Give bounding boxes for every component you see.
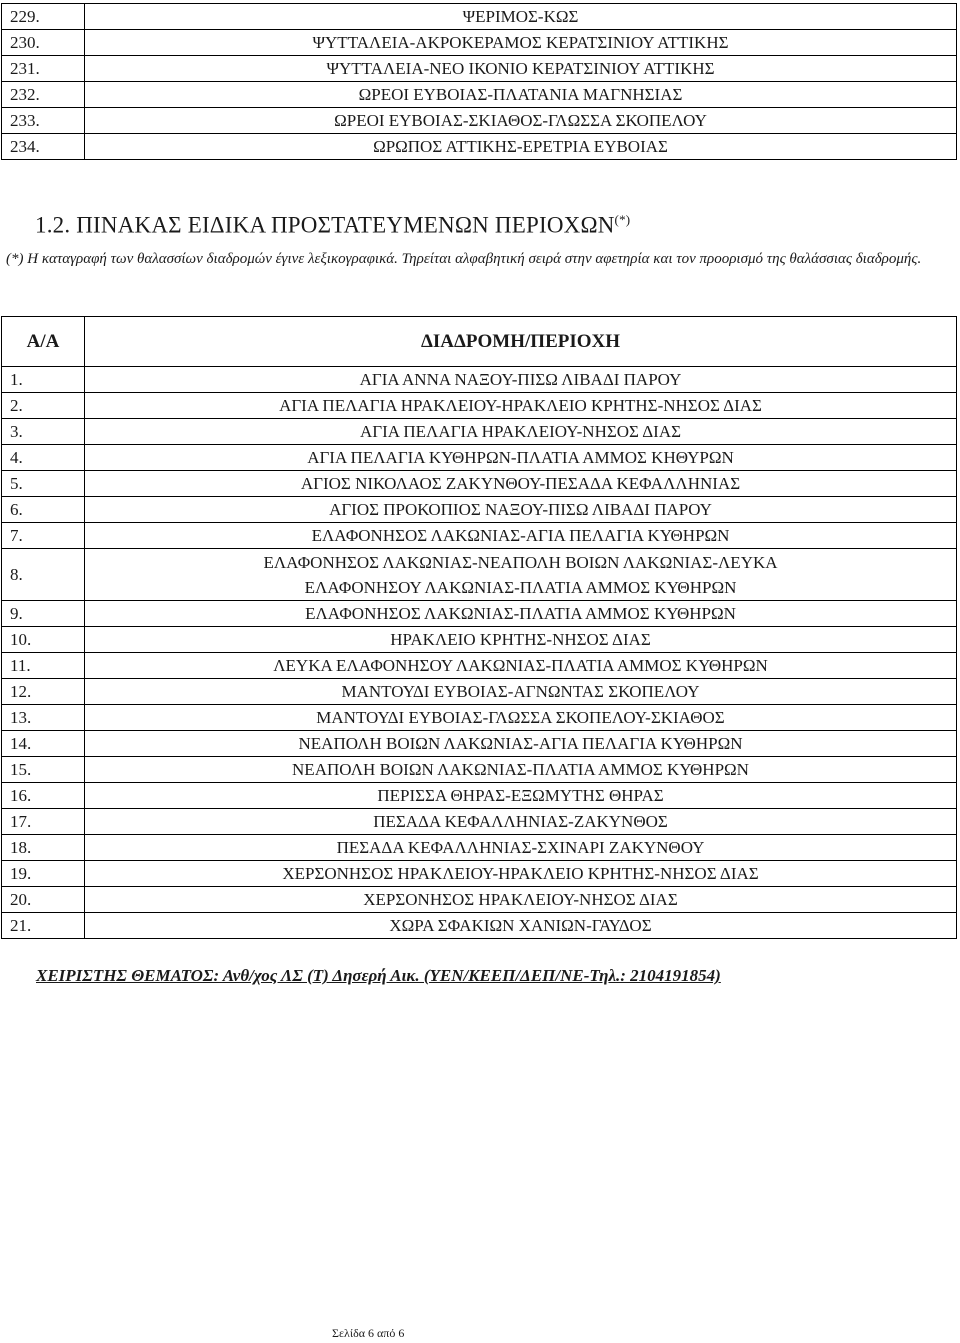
row-number: 20. bbox=[2, 887, 85, 913]
table-row bbox=[2, 30, 957, 56]
row-number: 229. bbox=[2, 4, 85, 30]
row-number: 15. bbox=[2, 757, 85, 783]
row-route: ΑΓΙΑ ΠΕΛΑΓΙΑ ΗΡΑΚΛΕΙΟΥ-ΝΗΣΟΣ ΔΙΑΣ bbox=[85, 419, 957, 445]
table-row bbox=[2, 523, 957, 549]
row-number: 234. bbox=[2, 134, 85, 160]
table-row bbox=[2, 445, 957, 471]
row-number: 6. bbox=[2, 497, 85, 523]
section-note: (*) Η καταγραφή των θαλασσίων διαδρομών έγινε λεξικογραφικά. Τηρείται αλφαβητική σειρά στην αφετηρία και τον προορισμό της θαλάσσιας διαδρομής. bbox=[6, 251, 922, 267]
table-row bbox=[2, 653, 957, 679]
table-row bbox=[2, 82, 957, 108]
row-number: 19. bbox=[2, 861, 85, 887]
table-row bbox=[2, 887, 957, 913]
row-number: 14. bbox=[2, 731, 85, 757]
table-row bbox=[2, 861, 957, 887]
row-route: ΠΕΣΑΔΑ ΚΕΦΑΛΛΗΝΙΑΣ-ΖΑΚΥΝΘΟΣ bbox=[85, 809, 957, 835]
row-route: ΩΡΩΠΟΣ ΑΤΤΙΚΗΣ-ΕΡΕΤΡΙΑ ΕΥΒΟΙΑΣ bbox=[85, 134, 957, 160]
row-route: ΧΩΡΑ ΣΦΑΚΙΩΝ ΧΑΝΙΩΝ-ΓΑΥΔΟΣ bbox=[85, 913, 957, 939]
table-row bbox=[2, 601, 957, 627]
protected-areas-table bbox=[1, 316, 957, 939]
table-row bbox=[2, 809, 957, 835]
row-route: ΧΕΡΣΟΝΗΣΟΣ ΗΡΑΚΛΕΙΟΥ-ΗΡΑΚΛΕΙΟ ΚΡΗΤΗΣ-ΝΗΣΟΣ ΔΙΑΣ bbox=[85, 861, 957, 887]
row-number: 1. bbox=[2, 367, 85, 393]
table-row bbox=[2, 497, 957, 523]
continued-routes-table bbox=[1, 3, 957, 160]
row-route: ΠΕΣΑΔΑ ΚΕΦΑΛΛΗΝΙΑΣ-ΣΧΙΝΑΡΙ ΖΑΚΥΝΘΟΥ bbox=[85, 835, 957, 861]
section-title: 1.2. ΠΙΝΑΚΑΣ ΕΙΔΙΚΑ ΠΡΟΣΤΑΤΕΥΜΕΝΩΝ ΠΕΡΙΟΧΩΝ(*) bbox=[35, 212, 631, 238]
row-number: 232. bbox=[2, 82, 85, 108]
row-number: 16. bbox=[2, 783, 85, 809]
row-route-line: ΕΛΑΦΟΝΗΣΟΣ ΛΑΚΩΝΙΑΣ-ΝΕΑΠΟΛΗ ΒΟΙΩΝ ΛΑΚΩΝΙΑΣ-ΛΕΥΚΑ bbox=[263, 552, 778, 572]
row-number: 7. bbox=[2, 523, 85, 549]
row-route: ΕΛΑΦΟΝΗΣΟΣ ΛΑΚΩΝΙΑΣ-ΠΛΑΤΙΑ ΑΜΜΟΣ ΚΥΘΗΡΩΝ bbox=[85, 601, 957, 627]
row-number: 11. bbox=[2, 653, 85, 679]
operator-line: ΧΕΙΡΙΣΤΗΣ ΘΕΜΑΤΟΣ: Ανθ/χος ΛΣ (Τ) Δησερή Αικ. (ΥΕΝ/ΚΕΕΠ/ΔΕΠ/ΝΕ-Τηλ.: 2104191854) bbox=[36, 966, 721, 985]
row-number: 233. bbox=[2, 108, 85, 134]
row-number: 9. bbox=[2, 601, 85, 627]
row-route bbox=[85, 549, 957, 601]
row-route: ΑΓΙΑ ΠΕΛΑΓΙΑ ΚΥΘΗΡΩΝ-ΠΛΑΤΙΑ ΑΜΜΟΣ ΚΗΘΥΡΩΝ bbox=[85, 445, 957, 471]
row-number: 4. bbox=[2, 445, 85, 471]
table-row bbox=[2, 393, 957, 419]
row-route: ΠΕΡΙΣΣΑ ΘΗΡΑΣ-ΕΞΩΜΥΤΗΣ ΘΗΡΑΣ bbox=[85, 783, 957, 809]
table-row bbox=[2, 549, 957, 601]
row-number: 5. bbox=[2, 471, 85, 497]
row-route: ΑΓΙΑ ΠΕΛΑΓΙΑ ΗΡΑΚΛΕΙΟΥ-ΗΡΑΚΛΕΙΟ ΚΡΗΤΗΣ-ΝΗΣΟΣ ΔΙΑΣ bbox=[85, 393, 957, 419]
row-route: ΨΕΡΙΜΟΣ-ΚΩΣ bbox=[85, 4, 957, 30]
row-route: ΜΑΝΤΟΥΔΙ ΕΥΒΟΙΑΣ-ΑΓΝΩΝΤΑΣ ΣΚΟΠΕΛΟΥ bbox=[85, 679, 957, 705]
table-row bbox=[2, 471, 957, 497]
row-number: 17. bbox=[2, 809, 85, 835]
row-number: 12. bbox=[2, 679, 85, 705]
row-route: ΕΛΑΦΟΝΗΣΟΣ ΛΑΚΩΝΙΑΣ-ΑΓΙΑ ΠΕΛΑΓΙΑ ΚΥΘΗΡΩΝ bbox=[85, 523, 957, 549]
table-row bbox=[2, 627, 957, 653]
table-row bbox=[2, 835, 957, 861]
table-header-row bbox=[2, 317, 957, 367]
row-route: ΨΥΤΤΑΛΕΙΑ-ΝΕΟ ΙΚΟΝΙΟ ΚΕΡΑΤΣΙΝΙΟΥ ΑΤΤΙΚΗΣ bbox=[85, 56, 957, 82]
header-num: Α/Α bbox=[2, 317, 85, 367]
table-row bbox=[2, 705, 957, 731]
row-number: 10. bbox=[2, 627, 85, 653]
row-number: 230. bbox=[2, 30, 85, 56]
row-number: 8. bbox=[2, 549, 85, 601]
table-row bbox=[2, 783, 957, 809]
table-row bbox=[2, 108, 957, 134]
row-route: ΩΡΕΟΙ ΕΥΒΟΙΑΣ-ΣΚΙΑΘΟΣ-ΓΛΩΣΣΑ ΣΚΟΠΕΛΟΥ bbox=[85, 108, 957, 134]
page-number: Σελίδα 6 από 6 bbox=[332, 1326, 405, 1340]
row-route: ΨΥΤΤΑΛΕΙΑ-ΑΚΡΟΚΕΡΑΜΟΣ ΚΕΡΑΤΣΙΝΙΟΥ ΑΤΤΙΚΗΣ bbox=[85, 30, 957, 56]
row-number: 3. bbox=[2, 419, 85, 445]
table-row bbox=[2, 134, 957, 160]
row-number: 18. bbox=[2, 835, 85, 861]
table-row bbox=[2, 56, 957, 82]
table-row bbox=[2, 679, 957, 705]
row-route: ΜΑΝΤΟΥΔΙ ΕΥΒΟΙΑΣ-ΓΛΩΣΣΑ ΣΚΟΠΕΛΟΥ-ΣΚΙΑΘΟΣ bbox=[85, 705, 957, 731]
row-number: 2. bbox=[2, 393, 85, 419]
row-route: ΗΡΑΚΛΕΙΟ ΚΡΗΤΗΣ-ΝΗΣΟΣ ΔΙΑΣ bbox=[85, 627, 957, 653]
row-route: ΝΕΑΠΟΛΗ ΒΟΙΩΝ ΛΑΚΩΝΙΑΣ-ΠΛΑΤΙΑ ΑΜΜΟΣ ΚΥΘΗΡΩΝ bbox=[85, 757, 957, 783]
header-route: ΔΙΑΔΡΟΜΗ/ΠΕΡΙΟΧΗ bbox=[85, 317, 957, 367]
row-number: 21. bbox=[2, 913, 85, 939]
row-route: ΛΕΥΚΑ ΕΛΑΦΟΝΗΣΟΥ ΛΑΚΩΝΙΑΣ-ΠΛΑΤΙΑ ΑΜΜΟΣ ΚΥΘΗΡΩΝ bbox=[85, 653, 957, 679]
row-number: 13. bbox=[2, 705, 85, 731]
table-row bbox=[2, 757, 957, 783]
table-row bbox=[2, 4, 957, 30]
table-row bbox=[2, 367, 957, 393]
row-route: ΧΕΡΣΟΝΗΣΟΣ ΗΡΑΚΛΕΙΟΥ-ΝΗΣΟΣ ΔΙΑΣ bbox=[85, 887, 957, 913]
row-route: ΝΕΑΠΟΛΗ ΒΟΙΩΝ ΛΑΚΩΝΙΑΣ-ΑΓΙΑ ΠΕΛΑΓΙΑ ΚΥΘΗΡΩΝ bbox=[85, 731, 957, 757]
row-number: 231. bbox=[2, 56, 85, 82]
row-route: ΩΡΕΟΙ ΕΥΒΟΙΑΣ-ΠΛΑΤΑΝΙΑ ΜΑΓΝΗΣΙΑΣ bbox=[85, 82, 957, 108]
table-row bbox=[2, 419, 957, 445]
row-route: ΑΓΙΑ ΑΝΝΑ ΝΑΞΟΥ-ΠΙΣΩ ΛΙΒΑΔΙ ΠΑΡΟΥ bbox=[85, 367, 957, 393]
table-row bbox=[2, 731, 957, 757]
row-route-line: ΕΛΑΦΟΝΗΣΟΥ ΛΑΚΩΝΙΑΣ-ΠΛΑΤΙΑ ΑΜΜΟΣ ΚΥΘΗΡΩΝ bbox=[304, 577, 737, 597]
row-route: ΑΓΙΟΣ ΝΙΚΟΛΑΟΣ ΖΑΚΥΝΘΟΥ-ΠΕΣΑΔΑ ΚΕΦΑΛΛΗΝΙΑΣ bbox=[85, 471, 957, 497]
row-route: ΑΓΙΟΣ ΠΡΟΚΟΠΙΟΣ ΝΑΞΟΥ-ΠΙΣΩ ΛΙΒΑΔΙ ΠΑΡΟΥ bbox=[85, 497, 957, 523]
table-row bbox=[2, 913, 957, 939]
